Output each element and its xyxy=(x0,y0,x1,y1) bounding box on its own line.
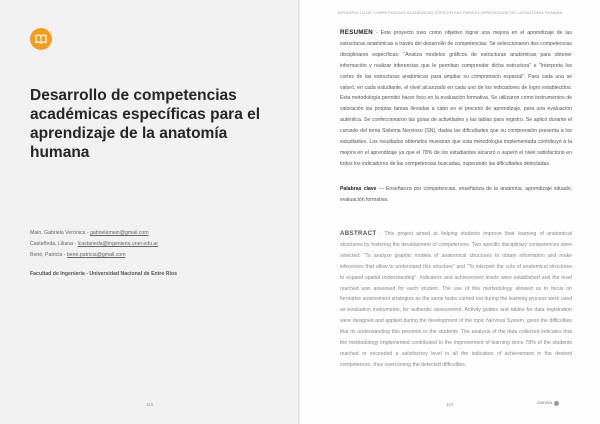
affiliation: Facultad de Ingeniería - Universidad Nacional de Entre Ríos xyxy=(30,271,178,277)
circle-logo-icon xyxy=(554,401,559,406)
journal-logo xyxy=(537,401,559,406)
article-title: Desarrollo de competencias académicas específicas para el aprendizaje de la anatomía humana xyxy=(30,87,261,161)
left-page xyxy=(0,0,298,424)
logo-text: ciencia xyxy=(537,401,552,406)
page-number-right: 119 xyxy=(446,402,454,407)
author-email-link[interactable]: lcastaneda@ingenieria.uner.edu.ar xyxy=(77,241,159,247)
author-item xyxy=(30,250,280,261)
abstract-text: - This project aimed at helping students improve their learning of anatomical structures by fostering the development of competences. Two specific disciplinary competences were selected: "To analyze graphic models of anatomical structures to obtain information and make inferences that allow to understand this structure" and "To interpret the cuts of anatomical structures to expand spatial understanding". Indicators and achievement levels were established and the level reached was assessed for each student. The use of this methodology allowed us to focus on formative assessment strategies as the same tasks carried out during the learning process were used as evaluation instruments, for authentic assessment. Activity guides and tables for data registration were designed and applied during the development of the topic Nervous System, given the difficulties that its understanding this presents to the students. The analysis of the data collected indicates that the methodology implemented contributed to the improvement of learning since 78% of the students reached or exceeded a satisfactory level in all the indicators of achievement in the desired competences, thus overcoming the detected difficulties. xyxy=(340,231,572,368)
author-name: Castañeda, Liliana - xyxy=(30,241,78,247)
open-book-icon-glyph xyxy=(35,34,47,44)
abstract-heading: ABSTRACT xyxy=(340,230,377,237)
keywords-text: — Enseñanza por competencias, enseñanza de la anatomía, aprendizaje situado, evaluación formativa. xyxy=(340,186,572,203)
author-name: Bené, Patricia - xyxy=(30,252,67,258)
abstract-paragraph xyxy=(340,229,572,371)
page-number-left: 118 xyxy=(146,402,154,407)
keywords-paragraph xyxy=(340,184,572,206)
keywords-label: Palabras clave xyxy=(340,186,377,192)
running-head: DESARROLLO DE COMPETENCIAS ACADÉMICAS ESPECÍFICAS PARA EL APRENDIZAJE DE LA ANATOMÍA HUMANA xyxy=(337,11,563,15)
author-email-link[interactable]: gabrielamain@gmail.com xyxy=(89,230,149,236)
author-item xyxy=(30,239,280,250)
book-icon xyxy=(30,28,52,50)
resumen-paragraph xyxy=(340,28,572,170)
resumen-heading: RESUMEN xyxy=(340,29,374,36)
resumen-text: - Este proyecto tuvo como objetivo lograr una mejora en el aprendizaje de las estructuras anatómicas a través del desarrollo de competencias. Se seleccionaron dos competencias disciplinares específicas: "Analiza modelos gráficos de estructuras anatómicas para obtener información y realizar inferencias que le permitan comprender dicha estructura" e "Interpreta los cortes de las estructuras anatómicas para ampliar su comprensión espacial". Para cada una se valoró, en cada estudiante, el nivel alcanzado en cada uno de los indicadores de logro establecidos. Esta metodología permitió hacer foco en la evaluación formativa. Se utilizaron como instrumentos de valoración las propias tareas llevadas a cabo en el proceso de aprendizaje, para una evaluación auténtica. Se confeccionaron las guías de actividades y las tablas para registro. Se aplicó durante el cursado del tema Sistema Nervioso (SN), dadas las dificultades que su comprensión presenta a los estudiantes. Los resultados obtenidos muestran que esta metodología implementada contribuyó a la mejora en el aprendizaje ya que el 78% de los estudiantes alcanzó o superó el nivel satisfactorio en todos los indicadores de las competencias buscadas, superando las dificultades detectadas. xyxy=(340,30,572,167)
author-list xyxy=(30,228,280,261)
author-name: Main, Gabriela Verónica - xyxy=(30,230,90,236)
author-item xyxy=(30,228,280,239)
author-email-link[interactable]: benè.patricia@gmail.com xyxy=(66,252,126,258)
